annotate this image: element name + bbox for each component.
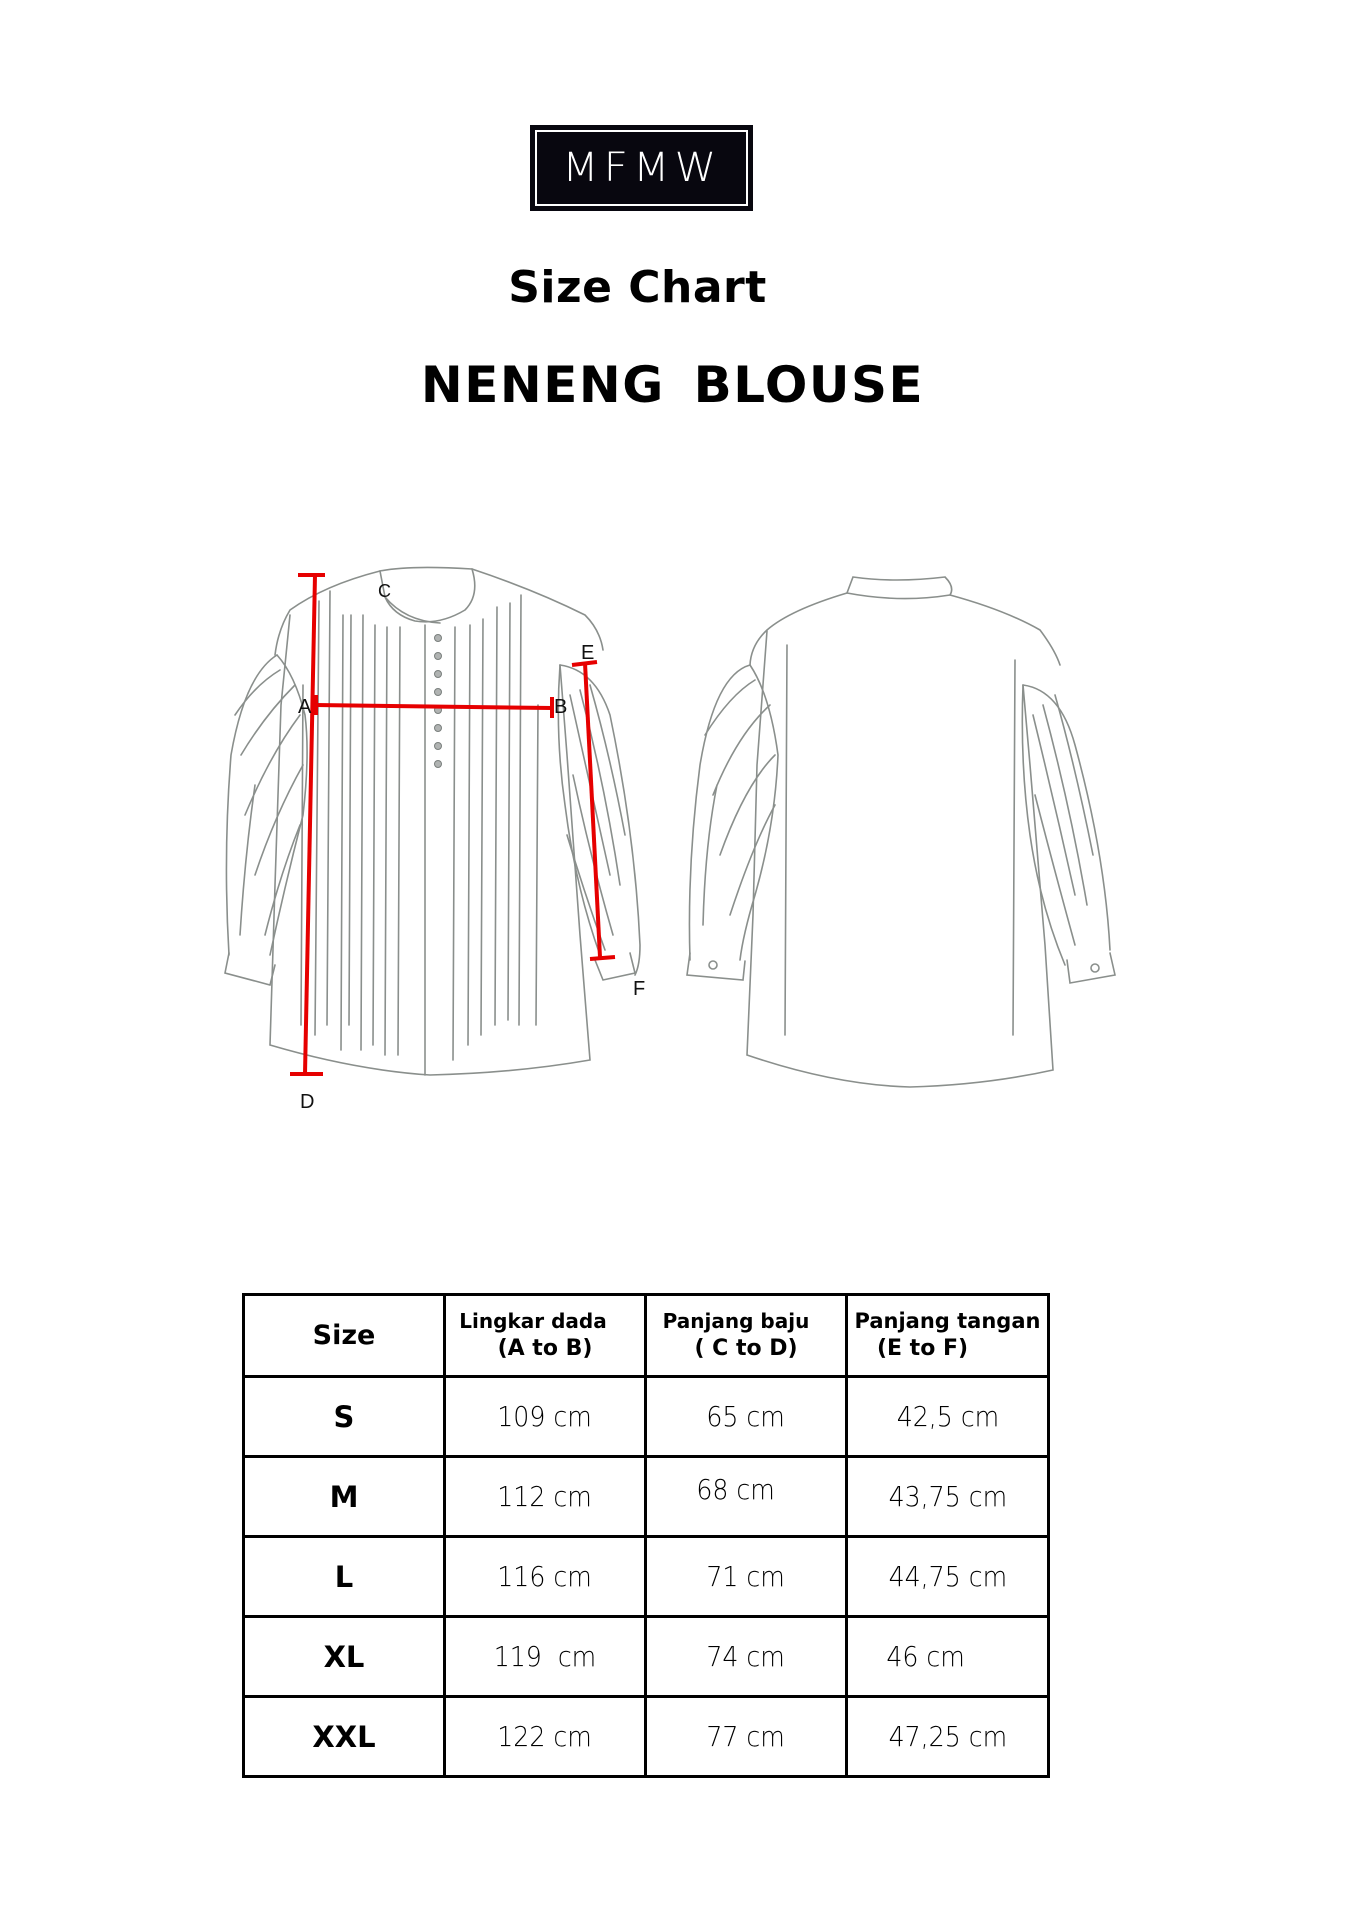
product-name: NENENG BLOUSE — [420, 356, 925, 414]
label-e: E — [581, 642, 595, 664]
label-f: F — [633, 978, 646, 1000]
label-b: B — [554, 696, 568, 718]
sleeve-cell: 44,75 cm — [847, 1537, 1049, 1617]
size-cell: XL — [244, 1617, 445, 1697]
label-c: C — [378, 581, 391, 601]
length-cell: 71 cm — [646, 1537, 847, 1617]
chest-cell: 119 cm — [445, 1617, 646, 1697]
brand-logo-frame — [535, 130, 748, 206]
label-d: D — [300, 1091, 315, 1113]
table-row — [244, 1697, 1049, 1777]
page-title: Size Chart — [508, 262, 767, 313]
chest-cell: 122 cm — [445, 1697, 646, 1777]
size-chart-table — [242, 1293, 1050, 1778]
front-view-illustration — [215, 555, 655, 1113]
length-cell: 77 cm — [646, 1697, 847, 1777]
sleeve-cell: 43,75 cm — [847, 1457, 1049, 1537]
label-a: A — [298, 696, 312, 718]
sleeve-cell: 42,5 cm — [847, 1377, 1049, 1457]
table-header-row — [244, 1295, 1049, 1377]
chest-cell: 112 cm — [445, 1457, 646, 1537]
column-header-sleeve: Panjang tangan (E to F) — [847, 1295, 1049, 1377]
sleeve-cell: 47,25 cm — [847, 1697, 1049, 1777]
table-row — [244, 1457, 1049, 1537]
length-cell: 68 cm — [646, 1457, 847, 1537]
length-cell: 65 cm — [646, 1377, 847, 1457]
table-row — [244, 1537, 1049, 1617]
size-cell: L — [244, 1537, 445, 1617]
size-cell: S — [244, 1377, 445, 1457]
column-header-length: Panjang baju ( C to D) — [646, 1295, 847, 1377]
size-cell: XXL — [244, 1697, 445, 1777]
column-header-size: Size — [244, 1295, 445, 1377]
table-row — [244, 1377, 1049, 1457]
column-header-chest: Lingkar dada (A to B) — [445, 1295, 646, 1377]
chest-cell: 116 cm — [445, 1537, 646, 1617]
sleeve-cell: 46 cm — [847, 1617, 1049, 1697]
brand-logo-text: MFMW — [561, 145, 722, 191]
table-row — [244, 1617, 1049, 1697]
chest-cell: 109 cm — [445, 1377, 646, 1457]
brand-logo — [530, 125, 753, 211]
length-cell: 74 cm — [646, 1617, 847, 1697]
size-cell: M — [244, 1457, 445, 1537]
back-view-illustration — [675, 565, 1125, 1105]
